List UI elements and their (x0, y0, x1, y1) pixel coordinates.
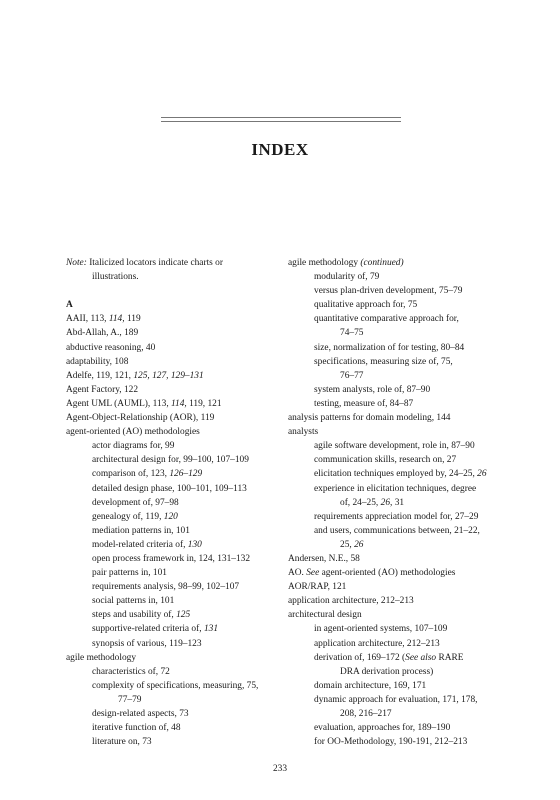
index-entry (66, 355, 281, 369)
entry-text: and users, communications between, 21–22, (314, 525, 480, 536)
entry-text: system analysts, role of, 87–90 (314, 384, 431, 395)
entry-text: elicitation techniques employed by, 24–25, (314, 469, 478, 480)
entry-text: social patterns in, 101 (92, 596, 175, 607)
entry-text: pair patterns in, 101 (92, 568, 167, 579)
index-entry (66, 721, 281, 735)
index-entry (288, 270, 508, 284)
entry-text: Agent UML (AUML), 113, (66, 398, 172, 409)
entry-text: derivation of, 169–172 ( (314, 652, 406, 663)
index-entry (288, 552, 508, 566)
entry-text: 208, 216–217 (340, 709, 392, 719)
entry-text: testing, measure of, 84–87 (314, 398, 414, 409)
index-entry (288, 679, 508, 693)
index-entry (288, 538, 508, 552)
entry-text: 74–75 (340, 328, 364, 339)
index-entry (66, 425, 281, 439)
index-entry (66, 693, 281, 707)
right-entries (288, 256, 508, 749)
index-note-continued: illustrations. (92, 272, 139, 283)
index-entry (66, 510, 281, 524)
index-entry (66, 622, 281, 636)
index-entry (288, 580, 508, 594)
index-entry (288, 721, 508, 735)
entry-text: application architecture, 212–213 (288, 596, 414, 607)
index-entry (288, 510, 508, 524)
entry-text: of, 24–25, (340, 497, 381, 508)
entry-italic-locator: (continued) (360, 258, 404, 268)
index-entry (288, 411, 508, 425)
entry-text-rest: agent-oriented (AO) methodologies (319, 568, 456, 579)
index-entry (288, 383, 508, 397)
note-label: Note: (66, 258, 87, 268)
entry-text: qualitative approach for, 75 (314, 300, 418, 311)
entry-text: complexity of specifications, measuring, 75, (92, 680, 259, 691)
entry-text: adaptability, 108 (66, 356, 129, 367)
entry-italic-locator: 26 (477, 469, 487, 480)
top-rule-1 (161, 117, 401, 118)
entry-italic-locator: 125 (176, 610, 191, 621)
index-entry (66, 341, 281, 355)
index-entry (66, 566, 281, 580)
index-entry (66, 594, 281, 608)
index-entry (66, 411, 281, 425)
entry-text-rest: 119 (124, 314, 141, 325)
entry-text: 25, (340, 539, 355, 550)
entry-text: AO. (288, 568, 307, 579)
right-column (288, 256, 508, 749)
entry-text: steps and usability of, (92, 610, 177, 621)
entry-text: 77–79 (118, 694, 142, 705)
entry-text: design-related aspects, 73 (92, 709, 189, 719)
index-entry (66, 665, 281, 679)
entry-text: requirements appreciation model for, 27–29 (314, 511, 479, 522)
index-entry (66, 707, 281, 721)
left-column (66, 256, 281, 749)
entry-italic-locator: 131 (203, 624, 218, 635)
entry-text: analysts (288, 427, 319, 438)
entry-text: model-related criteria of, (92, 539, 188, 550)
entry-italic-locator: See also (405, 652, 437, 663)
entry-text: Agent Factory, 122 (66, 384, 139, 395)
index-entry (288, 341, 508, 355)
index-entry (288, 665, 508, 679)
index-entry (288, 467, 508, 481)
index-entry (288, 693, 508, 707)
index-entry (66, 552, 281, 566)
index-entry (288, 326, 508, 340)
entry-text: comparison of, 123, (92, 469, 170, 480)
top-rule-2 (161, 121, 401, 122)
index-entry (66, 735, 281, 749)
entry-italic-locator: 114, (171, 398, 187, 409)
index-entry (288, 524, 508, 538)
entry-text: Abd-Allah, A., 189 (66, 328, 139, 339)
entry-text: Adelfe, 119, 121, (66, 370, 134, 381)
index-entry (66, 651, 281, 665)
entry-text: Andersen, N.E., 58 (288, 553, 360, 564)
entry-text-rest: 31 (392, 497, 405, 508)
entry-text: agile methodology (288, 258, 361, 268)
index-entry (288, 312, 508, 326)
index-entry (66, 312, 281, 326)
index-entry (288, 298, 508, 312)
entry-text: agent-oriented (AO) methodologies (66, 427, 200, 438)
section-heading: A (66, 300, 73, 311)
entry-italic-locator: 26 (354, 539, 364, 550)
index-entry (66, 524, 281, 538)
page-number: 233 (272, 764, 288, 774)
entry-italic-locator: 120 (163, 511, 178, 522)
index-entry (288, 425, 508, 439)
entry-text: analysis patterns for domain modeling, 144 (288, 413, 451, 424)
entry-text: agile methodology (66, 652, 137, 663)
index-entry (288, 482, 508, 496)
entry-text-rest: RARE (436, 652, 464, 663)
entry-text: size, normalization of for testing, 80–84 (314, 342, 465, 353)
entry-text: for OO-Methodology, 190-191, 212–213 (314, 737, 468, 748)
index-entry (288, 735, 508, 749)
entry-text: architectural design for, 99–100, 107–109 (92, 455, 249, 466)
entry-italic-locator: See (306, 568, 320, 579)
entry-text: requirements analysis, 98–99, 102–107 (92, 582, 240, 593)
entry-text: abductive reasoning, 40 (66, 342, 156, 353)
index-entry (66, 383, 281, 397)
index-entry (66, 439, 281, 453)
entry-text: mediation patterns in, 101 (92, 525, 190, 536)
entry-text: agile software development, role in, 87–90 (314, 441, 475, 452)
index-entry (288, 594, 508, 608)
index-entry (288, 637, 508, 651)
entry-text: open process framework in, 124, 131–132 (92, 553, 251, 564)
spacer (66, 284, 281, 298)
entry-text: AAII, 113, (66, 314, 109, 325)
index-entry (288, 397, 508, 411)
index-entry (66, 637, 281, 651)
left-entries (66, 312, 281, 749)
entry-text: application architecture, 212–213 (314, 638, 440, 649)
entry-text: DRA derivation process) (340, 666, 434, 677)
entry-text: synopsis of various, 119–123 (92, 638, 202, 649)
index-entry (66, 453, 281, 467)
index-entry (66, 482, 281, 496)
index-entry (288, 707, 508, 721)
entry-text: dynamic approach for evaluation, 171, 178, (314, 694, 478, 705)
entry-text: architectural design (288, 610, 362, 621)
entry-italic-locator: 114, (108, 314, 125, 325)
entry-text: literature on, 73 (92, 737, 152, 748)
entry-text: actor diagrams for, 99 (92, 441, 175, 452)
entry-text: experience in elicitation techniques, degree (314, 483, 477, 494)
entry-text: characteristics of, 72 (92, 666, 170, 677)
entry-text: modularity of, 79 (314, 272, 380, 283)
note-text: Italicized locators indicate charts or (86, 258, 223, 268)
entry-text: domain architecture, 169, 171 (314, 680, 427, 691)
index-entry (66, 326, 281, 340)
entry-text: 76–77 (340, 370, 364, 381)
index-entry (288, 496, 508, 510)
entry-text: AOR/RAP, 121 (288, 582, 347, 593)
entry-text: versus plan-driven development, 75–79 (314, 286, 463, 297)
entry-text: evaluation, approaches for, 189–190 (314, 723, 451, 734)
index-entry (288, 369, 508, 383)
index-entry (66, 679, 281, 693)
entry-text: development of, 97–98 (92, 497, 179, 508)
index-entry (288, 256, 508, 270)
entry-text: genealogy of, 119, (92, 511, 164, 522)
entry-text: detailed design phase, 100–101, 109–113 (92, 483, 247, 494)
entry-italic-locator: 126–129 (169, 469, 203, 480)
entry-italic-locator: 125, 127, 129–131 (133, 370, 204, 381)
index-note (66, 256, 281, 270)
entry-text: communication skills, research on, 27 (314, 455, 457, 466)
entry-text: specifications, measuring size of, 75, (314, 356, 453, 367)
page-title: INDEX (251, 140, 309, 159)
index-entry (288, 651, 508, 665)
entry-text: Agent-Object-Relationship (AOR), 119 (66, 413, 215, 424)
index-entry (288, 566, 508, 580)
entry-text: quantitative comparative approach for, (314, 314, 459, 325)
index-entry (66, 397, 281, 411)
index-entry (66, 608, 281, 622)
index-entry (288, 284, 508, 298)
index-entry (288, 355, 508, 369)
entry-text: in agent-oriented systems, 107–109 (314, 624, 448, 635)
index-entry (288, 622, 508, 636)
index-entry (66, 369, 281, 383)
index-entry (66, 467, 281, 481)
index-entry (288, 453, 508, 467)
entry-italic-locator: 130 (187, 539, 202, 550)
index-entry (66, 580, 281, 594)
index-entry (66, 538, 281, 552)
entry-text: iterative function of, 48 (92, 723, 181, 734)
index-entry (288, 439, 508, 453)
index-entry (288, 608, 508, 622)
entry-text-rest: 119, 121 (186, 398, 222, 409)
entry-italic-locator: 26, (380, 497, 393, 508)
index-entry (66, 496, 281, 510)
entry-text: supportive-related criteria of, (92, 624, 204, 635)
